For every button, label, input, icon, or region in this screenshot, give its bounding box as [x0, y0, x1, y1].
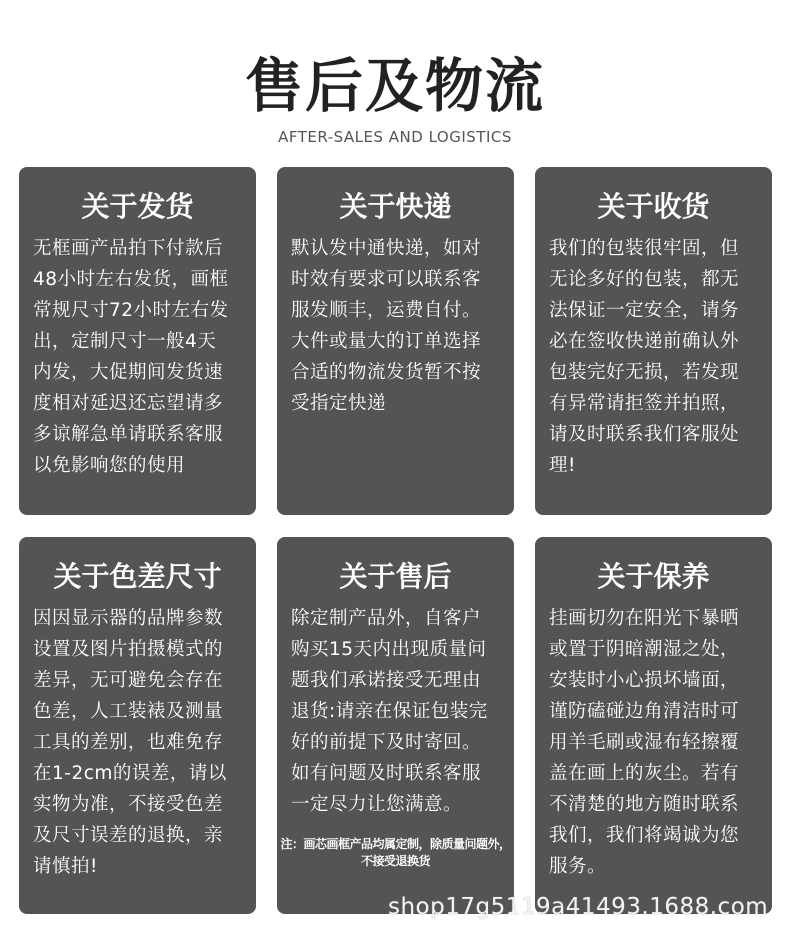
card-color-size	[19, 537, 256, 914]
page-title: 售后及物流	[244, 52, 545, 120]
card-body: 因因显示器的品牌参数 设置及图片拍摄模式的 差异，无可避免会存在 色差，人工装裱及测量 工具的差别，也难免存 在1-2cm的误差，请以 实物为准，不接受色差 及尺寸误差的退换，亲 请慎拍!	[33, 608, 227, 877]
card-body: 我们的包装很牢固，但 无论多好的包装，都无 法保证一定安全，请务 必在签收快递前确认外 包装完好无损，若发现 有异常请拒签并拍照， 请及时联系我们客服处 理!	[549, 238, 740, 476]
card-shipping	[19, 167, 256, 515]
shop-watermark: shop17g5119a41493.1688.com	[388, 894, 769, 920]
page-subtitle: AFTER-SALES AND LOGISTICS	[278, 128, 512, 146]
card-maintenance	[535, 537, 772, 914]
card-body: 挂画切勿在阳光下暴晒 或置于阴暗潮湿之处， 安装时小心损坏墙面， 谨防磕碰边角清洁时可 用羊毛刷或湿布轻擦覆 盖在画上的灰尘。若有 不清楚的地方随时联系 我们，我们将竭诚为您 服务。	[549, 608, 740, 877]
card-note: 注：画芯画框产品均属定制，除质量问题外，不接受退换货	[280, 837, 511, 868]
card-body: 除定制产品外，自客户 购买15天内出现质量问 题我们承诺接受无理由 退货:请亲在保证包装完 好的前提下及时寄回。 如有问题及时联系客服 一定尽力让您满意。	[291, 608, 488, 815]
card-title: 关于色差尺寸	[53, 560, 222, 593]
card-title: 关于保养	[597, 560, 710, 593]
card-body: 默认发中通快递，如对 时效有要求可以联系客 服发顺丰，运费自付。 大件或量大的订单选择 合适的物流发货暂不按 受指定快递	[291, 238, 482, 414]
card-title: 关于快递	[339, 190, 452, 223]
card-title: 关于发货	[81, 190, 194, 223]
card-title: 关于收货	[597, 190, 710, 223]
card-receiving	[535, 167, 772, 515]
card-body: 无框画产品拍下付款后 48小时左右发货，画框 常规尺寸72小时左右发 出，定制尺寸一般4天 内发，大促期间发货速 度相对延迟还忘望请多 多谅解急单请联系客服 以免影响您的使用	[33, 238, 229, 476]
card-after-sales	[277, 537, 514, 914]
card-express	[277, 167, 514, 515]
card-title: 关于售后	[339, 560, 452, 593]
